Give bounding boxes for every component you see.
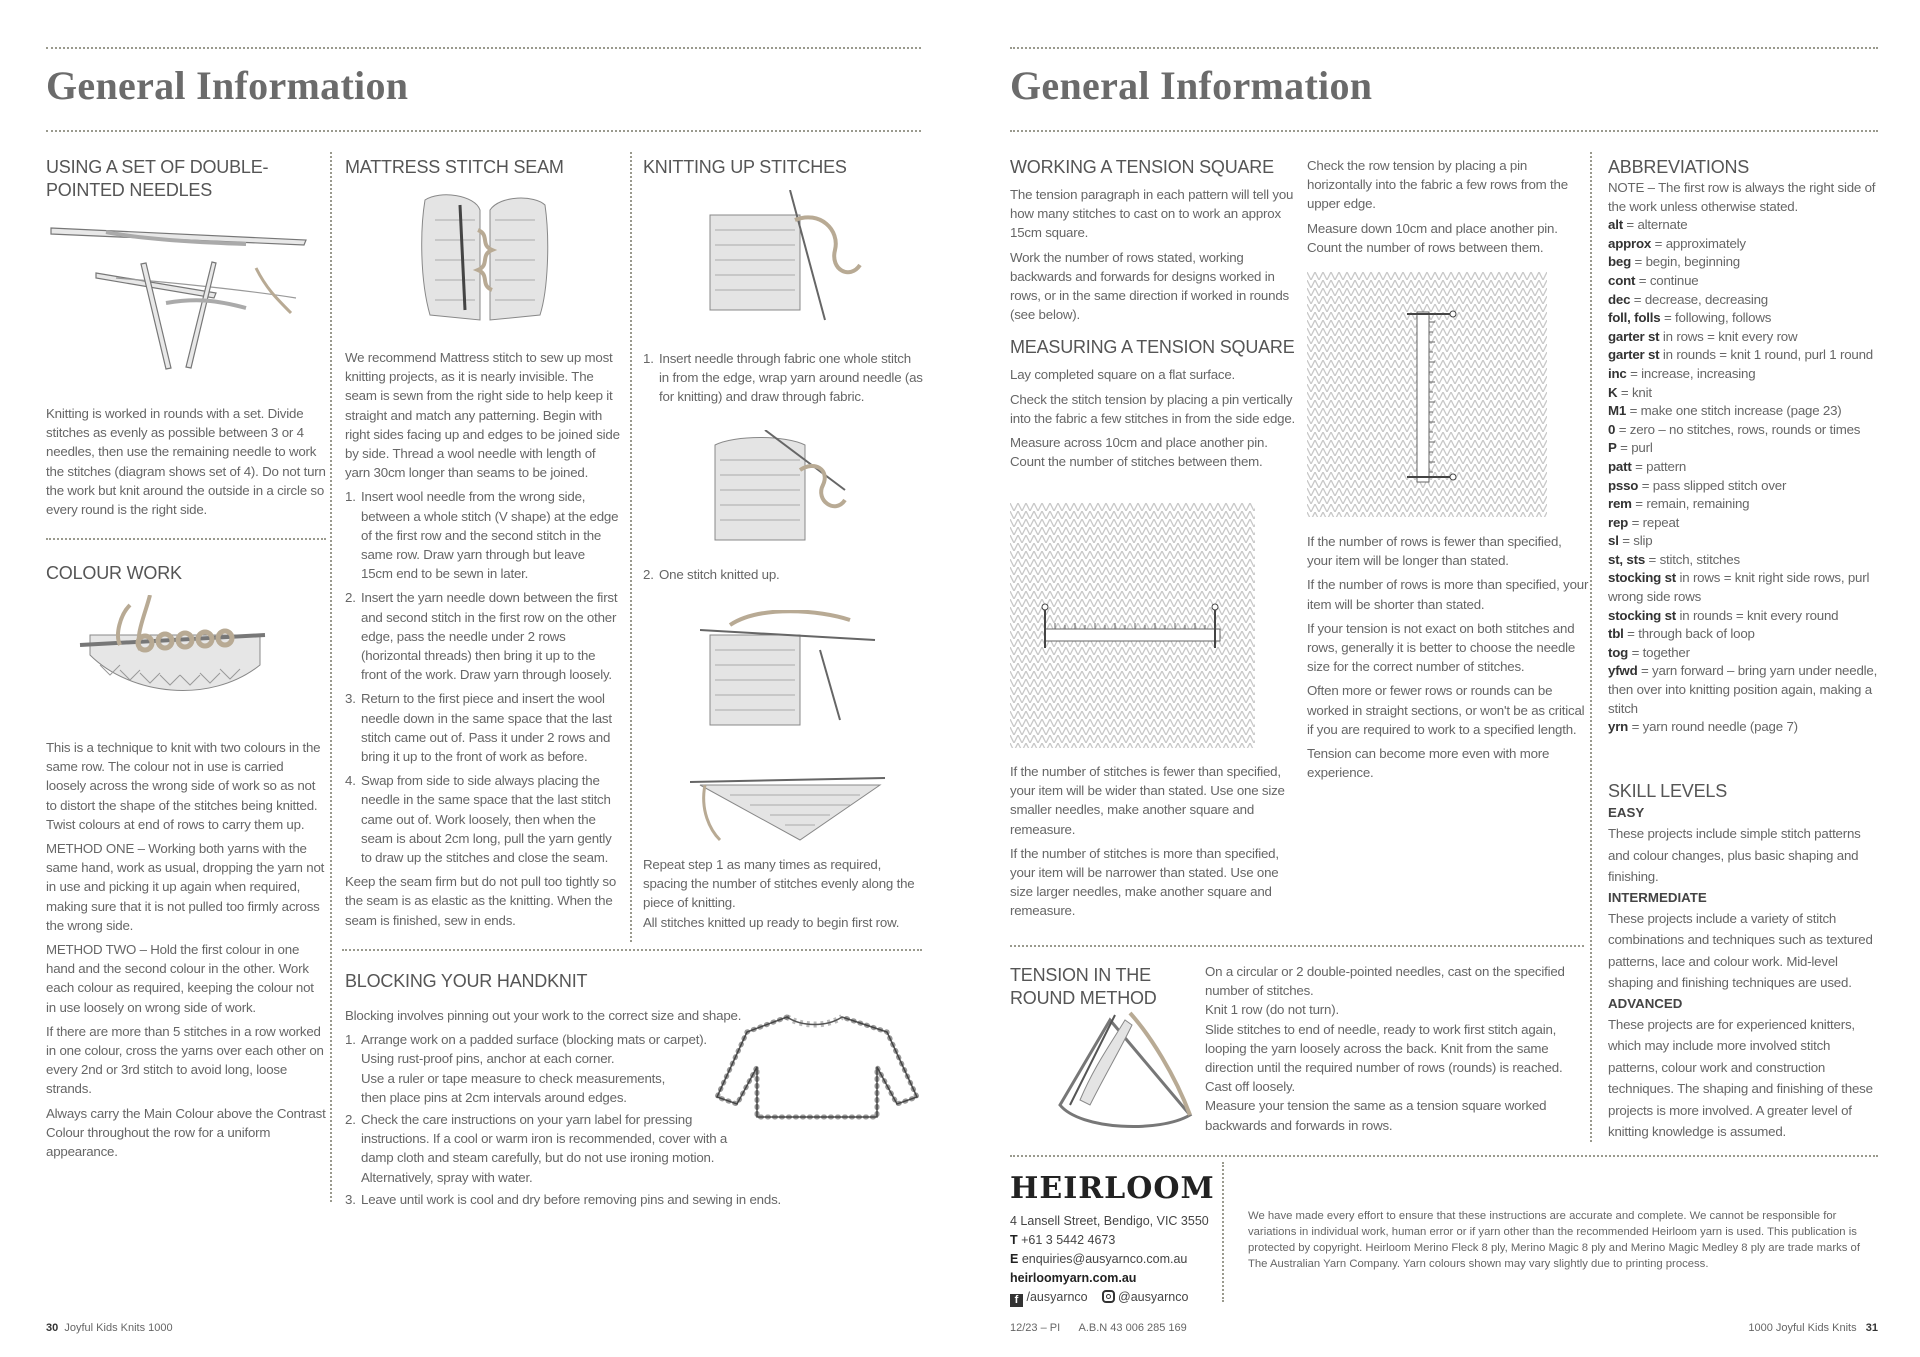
step-text: Arrange work on a padded surface (blocking mats or carpet). <box>361 1032 707 1048</box>
paragraph: Always carry the Main Colour above the Contrast Colour throughout the row for a uniform appearance. <box>46 1105 326 1160</box>
abbreviation-definition: in rows = knit right side rows, purl wrong side rows <box>1608 570 1870 605</box>
contact-info <box>1010 1212 1220 1307</box>
abbreviation-term: P <box>1608 440 1617 456</box>
column-divider <box>330 152 332 1202</box>
abbreviation-definition: = continue <box>1635 272 1699 288</box>
abbreviation-definition: = zero – no stitches, rows, rounds or times <box>1615 421 1861 437</box>
paragraph: Keep the seam firm but do not pull too tightly so the seam is as elastic as the knitting. When the seam is finished, sew in ends. <box>345 874 617 928</box>
abbreviation-term: foll, folls <box>1608 310 1661 326</box>
paragraph: Measure down 10cm and place another pin. Count the number of rows between them. <box>1307 220 1558 255</box>
knitting-up-step1 <box>643 344 923 412</box>
paragraph: This is a technique to knit with two colours in the same row. The colour not in use is carried loosely across the wrong side of work so as not to distort the shape of the stitches being knitted. Twist colours at end of rows to carry them up. <box>46 740 321 832</box>
step-text: Insert wool needle from the wrong side, between a whole stitch (V shape) at the edge of the first row and the second stitch in the same row. Draw yarn through but leave 15cm end to be sewn in later. <box>361 489 619 582</box>
disclaimer-text: We have made every effort to ensure that these instructions are accurate and complete. We cannot be responsible for variations in individual work, human error or if yarn other than the recommended Heirloom yarn is used. This publication is protected by copyright. Heirloom Merino Fleck 8 ply, Merino Magic 8 ply and Merino Magic Medley 8 ply are trade marks of The Australian Yarn Company. Yarn colours shown may vary slightly due to printing process. <box>1248 1210 1860 1270</box>
footer-right <box>1748 1322 1878 1334</box>
dpn-paragraph: Knitting is worked in rounds with a set. Divide stitches as evenly as possible between 3 or 4 needles, then use the remaining needle to work the stitches (diagram shows set of 4). Do not turn the work but knit around the outside in a circle so every round is the right side. <box>46 406 326 518</box>
title-divider <box>1010 130 1878 132</box>
section-heading: MEASURING A TENSION SQUARE <box>1010 337 1295 358</box>
knitting-up-section <box>643 156 923 185</box>
abbreviation-definition: = yarn round needle (page 7) <box>1628 719 1798 735</box>
abbreviation-item <box>1608 644 1883 663</box>
paragraph: All stitches knitted up ready to begin first row. <box>643 914 900 930</box>
step <box>345 487 620 583</box>
paragraph: These projects include a variety of stitch combinations and techniques such as textured patterns, lace and colour work. Mid-level shaping and finishing techniques are used. <box>1608 910 1873 990</box>
address: 4 Lansell Street, Bendigo, VIC 3550 <box>1010 1214 1209 1228</box>
paragraph: If the number of stitches is fewer than specified, your item will be wider than stated. Use one size smaller needles, make another square and remeasure. <box>1010 764 1285 837</box>
knitting-up-needle-illustration <box>700 610 880 730</box>
paragraph: These projects are for experienced knitters, which may include more involved stitch patterns, colour work and construction techniques. The shaping and finishing of these projects is more involved. A greater level of knitting knowledge is assumed. <box>1608 1016 1873 1139</box>
section-heading: TENSION IN THE ROUND METHOD <box>1010 965 1157 1008</box>
book-title: Joyful Kids Knits 1000 <box>64 1322 173 1334</box>
abbreviation-item <box>1608 477 1883 496</box>
abbreviation-term: M1 <box>1608 403 1627 419</box>
skill-levels-section <box>1608 780 1883 1143</box>
row-tension-square-illustration <box>1307 272 1547 517</box>
colour-work-illustration <box>70 595 270 715</box>
knitting-up-step2 <box>643 560 923 589</box>
abbreviation-term: sl <box>1608 533 1619 549</box>
phone-number: +61 3 5442 4673 <box>1017 1233 1116 1247</box>
blocking-sweater-illustration <box>712 1012 922 1122</box>
abbreviation-item <box>1608 495 1883 514</box>
step-number: 3. <box>345 691 356 707</box>
paragraph: METHOD ONE – Working both yarns with the same hand, work as usual, dropping the yarn not in use and picking it up again when required, making sure that it is not pulled too firmly across the wrong side. <box>46 841 325 933</box>
abbreviation-definition: = through back of loop <box>1623 626 1755 642</box>
paragraph: Slide stitches to end of needle, ready to work first stitch again, looping the yarn loosely across the back. Knit from the same direction until the required number of rows (rounds) is reached. <box>1205 1021 1563 1076</box>
skill-advanced-label: ADVANCED <box>1608 995 1683 1011</box>
paragraph: Knit 1 row (do not turn). <box>1205 1002 1339 1018</box>
paragraph: Measure across 10cm and place another pin. Count the number of stitches between them. <box>1010 435 1268 470</box>
abbreviation-item <box>1608 514 1883 533</box>
step <box>643 349 923 407</box>
abbreviation-term: patt <box>1608 458 1632 474</box>
abbreviation-term: approx <box>1608 235 1652 251</box>
top-divider <box>1010 47 1878 49</box>
abbreviation-list <box>1608 216 1883 737</box>
paragraph: On a circular or 2 double-pointed needles, cast on the specified number of stitches. <box>1205 964 1565 999</box>
abbreviation-definition: = stitch, stitches <box>1645 551 1740 567</box>
abbreviation-term: rem <box>1608 496 1632 512</box>
section-heading: KNITTING UP STITCHES <box>643 157 847 177</box>
abbreviation-item <box>1608 272 1883 291</box>
abbreviation-item <box>1608 291 1883 310</box>
abbreviation-item <box>1608 216 1883 235</box>
mattress-stitch-section <box>345 156 620 185</box>
mattress-steps <box>345 487 620 867</box>
step-text: Use a ruler or tape measure to check measurements, <box>361 1070 666 1086</box>
step <box>345 588 620 684</box>
abbreviation-definition: in rows = knit every row <box>1659 328 1798 344</box>
facebook-icon[interactable]: f <box>1010 1294 1023 1307</box>
paragraph: If the number of stitches is more than specified, your item will be narrower than stated. Use one size larger needles, make another square and remeasure. <box>1010 845 1279 919</box>
abbreviation-term: K <box>1608 384 1618 400</box>
brand-block <box>1010 1172 1220 1307</box>
paragraph: Cast off loosely. <box>1205 1079 1295 1095</box>
abbreviation-term: rep <box>1608 514 1629 530</box>
colour-work-body <box>46 738 326 1161</box>
heirloom-logo: HEIRLOOM <box>1010 1171 1215 1206</box>
knitting-up-notes <box>643 855 923 932</box>
abbreviation-item <box>1608 532 1883 551</box>
section-heading: BLOCKING YOUR HANDKNIT <box>345 971 588 991</box>
abbreviation-term: psso <box>1608 477 1639 493</box>
website[interactable]: heirloomyarn.com.au <box>1010 1271 1137 1285</box>
abbreviation-definition: = increase, increasing <box>1626 365 1756 381</box>
tension-round-body <box>1205 962 1585 1135</box>
abbreviation-item <box>1608 625 1883 644</box>
paragraph: Tension can become more even with more experience. <box>1307 746 1550 781</box>
paragraph: Blocking involves pinning out your work to the correct size and shape. <box>345 1008 742 1023</box>
abbreviation-term: garter st <box>1608 347 1660 363</box>
step-text: Swap from side to side always placing the needle in the same space that the last stitch came out of. Work loosely, then when the seam is about 2cm long, pull the yarn gently to draw up the stitches and close the seam. <box>361 773 612 866</box>
abbreviation-item <box>1608 253 1883 272</box>
column-divider <box>630 152 632 942</box>
step-text: then place pins at 2cm intervals around edges. <box>361 1089 627 1105</box>
step-text: Insert needle through fabric one whole stitch in from the edge, wrap yarn around needle (as for knitting) and draw through fabric. <box>659 351 923 405</box>
abbreviation-item <box>1608 439 1883 458</box>
abbreviation-definition: = knit <box>1617 384 1652 400</box>
section-divider <box>1010 1155 1878 1157</box>
step-number: 3. <box>345 1191 356 1207</box>
title-divider <box>46 130 921 132</box>
abbreviation-item <box>1608 402 1883 421</box>
paragraph: METHOD TWO – Hold the first colour in one hand and the second colour in the other. Work each colour as required, keeping the colour not in use loosely on wrong side of work. <box>46 942 314 1015</box>
tension-round-illustration <box>1040 1005 1210 1135</box>
paragraph: The tension paragraph in each pattern will tell you how many stitches to cast on to work an approx 15cm square. <box>1010 187 1294 241</box>
paragraph: We recommend Mattress stitch to sew up most knitting projects, as it is nearly invisible. The seam is sewn from the right side to help keep it straight and match any patterning. Begin with right sides facing up and edges to be joined side by side. Thread a wool needle with length of yarn 30cm longer than seams to be joined. <box>345 350 620 481</box>
disclaimer <box>1248 1208 1878 1272</box>
step <box>345 1110 730 1187</box>
step-number: 2. <box>643 567 654 582</box>
abbreviation-definition: = pattern <box>1631 458 1687 474</box>
section-heading: MATTRESS STITCH SEAM <box>345 157 564 177</box>
row-tension-section <box>1307 156 1587 257</box>
step-number: 1. <box>345 489 356 505</box>
knitting-up-step1-illustration <box>700 190 880 325</box>
abbreviation-definition: = alternate <box>1622 217 1688 233</box>
section-divider <box>46 538 326 540</box>
abbreviation-item <box>1608 235 1883 254</box>
abbreviation-term: alt <box>1608 217 1623 233</box>
colour-work-section <box>46 562 326 591</box>
abbreviation-item <box>1608 309 1883 328</box>
abbreviation-item <box>1608 328 1883 347</box>
abbreviation-definition: in rounds = knit every round <box>1676 607 1839 623</box>
email[interactable] <box>1010 1250 1220 1269</box>
step-number: 1. <box>643 351 654 366</box>
abbreviation-definition: = together <box>1628 644 1690 660</box>
abbreviation-term: stocking st <box>1608 607 1676 623</box>
mattress-stitch-illustration <box>420 190 550 325</box>
section-heading: WORKING A TENSION SQUARE <box>1010 157 1274 177</box>
tension-square-section <box>1010 156 1300 471</box>
blocking-body <box>345 1006 782 1214</box>
abbreviation-note <box>1608 179 1883 216</box>
instagram-icon[interactable] <box>1102 1290 1115 1303</box>
print-code: 12/23 – PI <box>1010 1322 1061 1334</box>
abbreviation-definition: = repeat <box>1628 514 1680 530</box>
step-text: Leave until work is cool and dry before removing pins and sewing in ends. <box>361 1191 782 1207</box>
abbreviation-item <box>1608 607 1883 626</box>
section-heading: USING A SET OF DOUBLE-POINTED NEEDLES <box>46 157 269 200</box>
row-tension-notes <box>1307 532 1589 782</box>
abbreviation-item <box>1608 662 1883 718</box>
phone-label: T <box>1010 1233 1018 1247</box>
column-divider <box>1222 1162 1224 1302</box>
abbreviation-term: dec <box>1608 291 1631 307</box>
page-title: General Information <box>1010 63 1373 108</box>
knitting-up-finished-illustration <box>690 770 890 850</box>
paragraph: If the number of rows is more than specified, your item will be shorter than stated. <box>1307 577 1589 612</box>
paragraph: Repeat step 1 as many times as required, spacing the number of stitches evenly along the piece of knitting. <box>643 857 915 911</box>
abbreviation-definition: = decrease, decreasing <box>1630 291 1769 307</box>
note-label: NOTE <box>1608 180 1645 195</box>
footer-left <box>46 1322 173 1334</box>
abbreviation-term: 0 <box>1608 421 1616 437</box>
stitch-tension-notes <box>1010 762 1300 921</box>
mattress-stitch-body <box>345 348 620 930</box>
abbreviation-term: yrn <box>1608 719 1629 735</box>
section-divider <box>342 949 922 951</box>
paragraph: These projects include simple stitch patterns and colour changes, plus basic shaping and finishing. <box>1608 826 1861 884</box>
paragraph: If there are more than 5 stitches in a row worked in one colour, cross the yarns over each other on every 2nd or 3rd stitch to avoid long, loose strands. <box>46 1023 324 1097</box>
column-divider <box>1590 152 1592 1142</box>
phone <box>1010 1231 1220 1250</box>
stitch-tension-square-illustration <box>1010 503 1255 748</box>
page-number: 31 <box>1865 1322 1878 1334</box>
step <box>345 1190 845 1209</box>
abbreviation-definition: = following, follows <box>1660 310 1772 326</box>
abbreviation-definition: = make one stitch increase (page 23) <box>1626 403 1842 419</box>
section-heading: SKILL LEVELS <box>1608 781 1728 801</box>
dpn-body <box>46 404 326 519</box>
facebook-handle[interactable]: /ausyarnco <box>1026 1290 1088 1304</box>
instagram-handle[interactable]: @ausyarnco <box>1118 1290 1189 1304</box>
step <box>643 565 923 584</box>
abbreviation-definition: = yarn forward – bring yarn under needle, then over into knitting position again, making a stitch <box>1608 663 1878 716</box>
abbreviation-item <box>1608 421 1883 440</box>
abbreviation-item <box>1608 569 1883 606</box>
abbreviation-term: beg <box>1608 254 1632 270</box>
abbreviation-definition: = remain, remaining <box>1631 496 1750 512</box>
abbreviation-term: cont <box>1608 272 1636 288</box>
abbreviation-item <box>1608 346 1883 365</box>
paragraph: Measure your tension the same as a tension square worked backwards and forwards in rows. <box>1205 1098 1547 1133</box>
abbreviation-term: tbl <box>1608 626 1624 642</box>
abbreviation-definition: = pass slipped stitch over <box>1638 477 1787 493</box>
step-number: 1. <box>345 1032 356 1048</box>
abbreviation-term: yfwd <box>1608 663 1638 679</box>
website-link[interactable] <box>1010 1269 1220 1288</box>
skill-intermediate-label: INTERMEDIATE <box>1608 889 1707 905</box>
step-number: 2. <box>345 590 356 606</box>
double-pointed-needles-illustration <box>46 218 326 378</box>
step-number: 2. <box>345 1112 356 1128</box>
step-text: Check the care instructions on your yarn label for pressing instructions. If a cool or warm iron is recommended, cover with a damp cloth and steam carefully, but do not use ironing motion. Alternatively, spray with water. <box>361 1112 728 1185</box>
paragraph: Check the stitch tension by placing a pin vertically into the fabric a few stitches in from the side edge. <box>1010 391 1296 426</box>
section-divider <box>1010 945 1584 947</box>
step-text: Return to the first piece and insert the wool needle down in the same space that the last stitch came out of. Pass it under 2 rows and bring it up to the front of work as before. <box>361 691 612 765</box>
abbreviation-term: stocking st <box>1608 570 1676 586</box>
step <box>345 771 620 867</box>
step-number: 4. <box>345 773 356 789</box>
abbreviation-definition: = begin, beginning <box>1631 254 1740 270</box>
abbreviation-term: tog <box>1608 644 1629 660</box>
abbreviation-item <box>1608 551 1883 570</box>
paragraph: If the number of rows is fewer than specified, your item will be longer than stated. <box>1307 534 1562 569</box>
skill-easy-label: EASY <box>1608 805 1645 820</box>
abbreviation-term: inc <box>1608 365 1627 381</box>
abbreviation-definition: = slip <box>1618 533 1653 549</box>
right-page <box>960 0 1920 1357</box>
step-text: Insert the yarn needle down between the first and second stitch in the first row on the other edge, pass the needle under 2 rows (horizontal threads) then bring it up to the front of the work. Draw yarn through loosely. <box>361 590 618 683</box>
dpn-section <box>46 156 324 208</box>
step-text: Using rust-proof pins, anchor at each corner. <box>361 1051 615 1067</box>
abn: A.B.N 43 006 285 169 <box>1078 1322 1187 1334</box>
paragraph: Lay completed square on a flat surface. <box>1010 367 1236 383</box>
abbreviation-definition: = purl <box>1616 440 1653 456</box>
abbreviation-item <box>1608 458 1883 477</box>
email-label: E <box>1010 1252 1019 1266</box>
abbreviations-section <box>1608 156 1883 737</box>
page-title: General Information <box>46 63 409 108</box>
paragraph: If your tension is not exact on both stitches and rows, generally it is better to choose the needle size for the correct number of stitches. <box>1307 620 1576 675</box>
abbreviation-definition: in rounds = knit 1 round, purl 1 round <box>1659 347 1874 363</box>
step <box>345 689 620 766</box>
abbreviation-term: st, sts <box>1608 551 1646 567</box>
footer-code <box>1010 1322 1187 1334</box>
social-links <box>1010 1288 1220 1307</box>
abbreviation-item <box>1608 384 1883 403</box>
section-heading: COLOUR WORK <box>46 563 182 583</box>
abbreviation-item <box>1608 718 1883 737</box>
note-text: – The first row is always the right side of the work unless otherwise stated. <box>1608 180 1876 214</box>
paragraph: Check the row tension by placing a pin horizontally into the fabric a few rows from the upper edge. <box>1307 158 1568 212</box>
knitting-up-step2-illustration <box>705 430 855 550</box>
email-address[interactable]: enquiries@ausyarnco.com.au <box>1018 1252 1188 1266</box>
step-text: One stitch knitted up. <box>659 567 780 582</box>
paragraph: Work the number of rows stated, working backwards and forwards for designs worked in rows, or in the same direction if worked in rounds (see below). <box>1010 249 1289 323</box>
book-title: 1000 Joyful Kids Knits <box>1748 1322 1857 1334</box>
section-heading: ABBREVIATIONS <box>1608 157 1750 177</box>
abbreviation-term: garter st <box>1608 328 1660 344</box>
paragraph: Often more or fewer rows or rounds can be worked in straight sections, or won't be as critical if you are required to work to a specified length. <box>1307 683 1585 737</box>
abbreviation-definition: = approximately <box>1651 235 1746 251</box>
blocking-section <box>345 970 925 999</box>
top-divider <box>46 47 921 49</box>
abbreviation-item <box>1608 365 1883 384</box>
page-number: 30 <box>46 1322 59 1334</box>
